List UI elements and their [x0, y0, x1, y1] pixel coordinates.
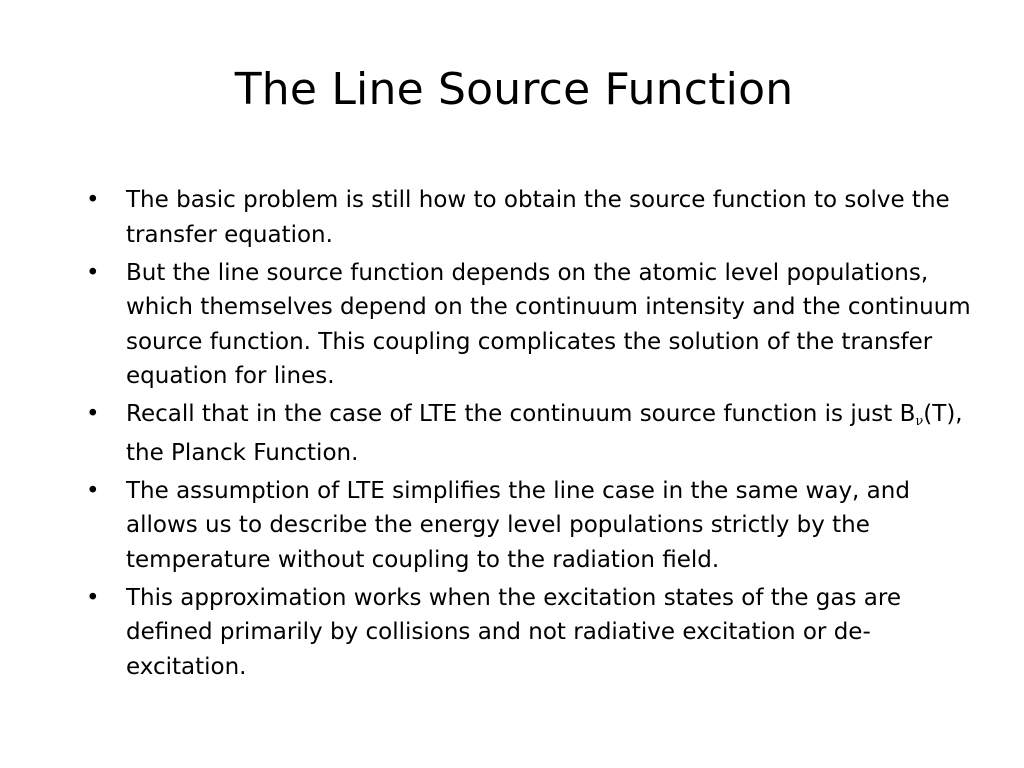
bullet-item: [86, 256, 976, 394]
bullet-icon: •: [86, 477, 100, 504]
bullet-item: [86, 183, 976, 252]
nu-subscript: ν: [915, 414, 924, 429]
bullet-icon: •: [86, 584, 100, 611]
bullet-text: This approximation works when the excitation states of the gas are defined primarily by collisions and not radiative excitation or de-excitation.: [126, 584, 901, 680]
bullet-item: [86, 474, 976, 578]
bullet-item: [86, 397, 976, 470]
bullet-text: [126, 397, 976, 470]
bullet-text-before: Recall that in the case of LTE the continuum source function is just B: [126, 401, 916, 427]
bullet-icon: •: [86, 259, 100, 286]
bullet-list: [86, 183, 976, 688]
bullet-text: The basic problem is still how to obtain the source function to solve the transfer equation.: [126, 187, 950, 248]
bullet-text-after: (T), the Planck Function.: [126, 401, 963, 466]
slide-title: The Line Source Function: [234, 64, 794, 115]
bullet-item: [86, 581, 976, 685]
bullet-icon: •: [86, 187, 100, 213]
bullet-text: The assumption of LTE simplifies the line case in the same way, and allows us to describe the energy level populations strictly by the temperature without coupling to the radiation field.: [126, 477, 910, 573]
bullet-icon: •: [86, 401, 100, 427]
bullet-text: But the line source function depends on the atomic level populations, which themselves depend on the continuum intensity and the continuum source function. This coupling complicates the solution of the transfer equation for lines.: [126, 259, 971, 389]
